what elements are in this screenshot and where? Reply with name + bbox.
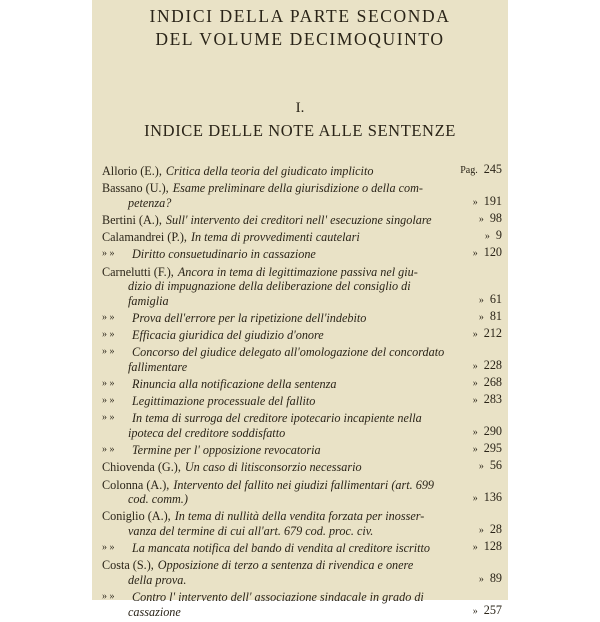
entry-title: Contro l' intervento dell' associazione sindacale in grado di xyxy=(132,590,424,605)
page-reference xyxy=(473,326,502,343)
entry-first-line xyxy=(102,558,502,573)
page-number: 28 xyxy=(489,521,502,536)
index-entry xyxy=(102,164,502,179)
entry-author: Coniglio (A.), xyxy=(102,509,171,524)
index-entry xyxy=(102,308,502,326)
page-reference xyxy=(473,490,502,507)
ditto-mark: » » xyxy=(102,444,115,456)
entry-title: Critica della teoria del giudicato implicito xyxy=(165,164,374,178)
index-entry xyxy=(102,558,502,587)
entry-title-continuation: cod. comm.) xyxy=(128,492,188,507)
ditto-mark: » » xyxy=(102,248,115,260)
entry-title: Diritto consuetudinario in cassazione xyxy=(132,247,316,262)
section-number: I. xyxy=(295,100,305,116)
page-mark: » xyxy=(472,444,478,456)
entry-title-continuation: ipoteca del creditore soddisfatto xyxy=(128,426,286,441)
book-page xyxy=(92,0,508,619)
ditto-mark: » » xyxy=(102,346,115,358)
index-entry xyxy=(102,541,502,556)
page-reference xyxy=(473,424,502,441)
entry-title: Prova dell'errore per la ripetizione dell'indebito xyxy=(132,310,367,325)
page-mark: » xyxy=(478,573,484,585)
entry-author: Costa (S.), xyxy=(102,558,154,573)
entry-author: Bertini (A.), xyxy=(102,212,162,227)
entry-title: In tema di provvedimenti cautelari xyxy=(190,230,360,245)
index-entry xyxy=(102,345,502,374)
entry-title: Sull' intervento dei creditori nell' esecuzione singolare xyxy=(165,212,432,227)
page-reference xyxy=(473,194,502,211)
ditto-mark: » » xyxy=(102,311,115,323)
entry-first-line xyxy=(102,411,502,426)
entry-author: Calamandrei (P.), xyxy=(102,230,187,245)
entry-title: Esame preliminare della giurisdizione o della com- xyxy=(172,181,423,196)
entry-first-line xyxy=(102,460,502,475)
page-number: 212 xyxy=(483,326,502,341)
entry-title-continuation: petenza? xyxy=(128,195,172,210)
ditto-mark: » » xyxy=(102,542,115,554)
entry-title-continuation: della prova. xyxy=(128,572,187,587)
entry-first-line xyxy=(102,265,502,280)
ditto-mark: » » xyxy=(102,591,115,603)
page-number: 295 xyxy=(483,441,502,456)
index-entry xyxy=(102,590,502,619)
page-mark: » xyxy=(472,493,478,505)
entry-title-continuation: fallimentare xyxy=(128,359,188,374)
entry-title: Termine per l' opposizione revocatoria xyxy=(132,443,321,458)
entry-title: In tema di nullità della vendita forzata per inosser- xyxy=(174,509,425,524)
page-reference xyxy=(479,522,502,539)
entry-title: Efficacia giuridica del giudizio d'onore xyxy=(132,328,324,343)
page-number: 89 xyxy=(489,570,502,585)
entry-first-line xyxy=(102,328,502,343)
page-reference xyxy=(479,571,502,588)
index-entry xyxy=(102,181,502,210)
entry-title: Concorso del giudice delegato all'omologazione del concordato xyxy=(132,345,445,360)
page-number: 98 xyxy=(489,210,502,225)
page-mark: » xyxy=(484,231,490,243)
page-number: 9 xyxy=(495,228,502,243)
page-mark: » xyxy=(478,311,484,323)
page-mark: » xyxy=(478,461,484,473)
entry-first-line xyxy=(102,509,502,524)
page-reference xyxy=(473,441,502,458)
page-mark: » xyxy=(472,395,478,407)
page-reference xyxy=(479,458,502,475)
page-number: 228 xyxy=(483,357,502,372)
volume-heading-line-2: DEL VOLUME DECIMOQUINTO xyxy=(155,29,445,49)
ditto-mark: » » xyxy=(102,329,115,341)
page-mark: Pag. xyxy=(460,165,478,176)
page-reference xyxy=(473,539,502,556)
entry-title: Opposizione di terzo a sentenza di rivendica e onere xyxy=(157,558,414,573)
entry-first-line xyxy=(102,478,502,493)
page-mark: » xyxy=(472,196,478,208)
entry-title: Un caso di litisconsorzio necessario xyxy=(184,460,362,475)
entry-title: Rinuncia alla notificazione della sentenza xyxy=(132,377,337,392)
page-mark: » xyxy=(478,213,484,225)
page-number: 56 xyxy=(489,458,502,473)
entry-first-line xyxy=(102,230,502,245)
entry-first-line xyxy=(102,181,502,196)
entry-first-line xyxy=(102,377,502,392)
page-mark: » xyxy=(472,605,478,617)
page-reference xyxy=(485,228,502,245)
entry-author: Bassano (U.), xyxy=(102,181,169,196)
entry-title-continuation: cassazione xyxy=(128,604,181,619)
page-reference xyxy=(479,211,502,228)
entry-author: Colonna (A.), xyxy=(102,477,170,492)
page-reference xyxy=(473,245,502,262)
entry-title: Ancora in tema di legittimazione passiva nel giu- xyxy=(177,264,418,279)
page-number: 120 xyxy=(483,245,502,260)
page-reference xyxy=(473,603,502,620)
entry-title-continuation: dizio di impugnazione della deliberazione del consiglio di xyxy=(128,279,411,294)
index-entry xyxy=(102,394,502,409)
entry-title: Legittimazione processuale del fallito xyxy=(132,394,316,409)
page-number: 290 xyxy=(483,424,502,439)
page-reference xyxy=(473,375,502,392)
entry-first-line xyxy=(102,247,502,262)
page-reference xyxy=(460,162,502,179)
page-number: 136 xyxy=(483,490,502,505)
entry-author: Allorio (E.), xyxy=(102,164,162,178)
entry-first-line xyxy=(102,394,502,409)
section-title: INDICE DELLE NOTE ALLE SENTENZE xyxy=(144,121,456,140)
index-entry xyxy=(102,247,502,262)
entry-first-line xyxy=(102,541,502,556)
page-reference xyxy=(479,292,502,309)
index-entries xyxy=(102,164,502,622)
index-entry xyxy=(102,509,502,538)
entry-author: Chiovenda (G.), xyxy=(102,460,181,475)
page-reference xyxy=(473,392,502,409)
page-number: 283 xyxy=(483,392,502,407)
page-mark: » xyxy=(472,329,478,341)
entry-first-line xyxy=(102,590,502,605)
index-entry xyxy=(102,328,502,343)
entry-title: Intervento del fallito nei giudizi fallimentari (art. 699 xyxy=(173,477,435,492)
page-mark: » xyxy=(472,378,478,390)
entry-title-continuation: famiglia xyxy=(128,293,169,308)
entry-title: La mancata notifica del bando di vendita al creditore iscritto xyxy=(132,541,430,556)
ditto-mark: » » xyxy=(102,378,115,390)
page-reference xyxy=(473,358,502,375)
ditto-mark: » » xyxy=(102,395,115,407)
entry-first-line xyxy=(102,345,502,360)
index-entry xyxy=(102,460,502,475)
index-entry xyxy=(102,377,502,392)
page-number: 245 xyxy=(483,162,502,176)
entry-first-line xyxy=(102,308,502,326)
entry-first-line xyxy=(102,210,502,228)
page-reference xyxy=(479,309,502,326)
page-number: 81 xyxy=(489,308,502,323)
entry-title-continuation: vanza del termine di cui all'art. 679 cod. proc. civ. xyxy=(128,523,374,538)
index-entry xyxy=(102,478,502,507)
page-mark: » xyxy=(478,294,484,306)
entry-author: Carnelutti (F.), xyxy=(102,264,174,279)
page-number: 128 xyxy=(483,539,502,554)
index-entry xyxy=(102,411,502,440)
index-entry xyxy=(102,443,502,458)
index-entry xyxy=(102,265,502,309)
volume-heading-line-1: INDICI DELLA PARTE SECONDA xyxy=(149,6,451,26)
page-mark: » xyxy=(472,427,478,439)
entry-first-line xyxy=(102,164,502,179)
index-entry xyxy=(102,230,502,245)
entry-first-line xyxy=(102,443,502,458)
page-number: 61 xyxy=(489,291,502,306)
ditto-mark: » » xyxy=(102,412,115,424)
page-mark: » xyxy=(472,360,478,372)
page-mark: » xyxy=(472,248,478,260)
page-number: 268 xyxy=(483,375,502,390)
entry-title: In tema di surroga del creditore ipotecario incapiente nella xyxy=(132,411,422,426)
page-mark: » xyxy=(478,524,484,536)
page-mark: » xyxy=(472,542,478,554)
index-entry xyxy=(102,210,502,228)
page-number: 257 xyxy=(483,602,502,617)
page-number: 191 xyxy=(483,193,502,208)
